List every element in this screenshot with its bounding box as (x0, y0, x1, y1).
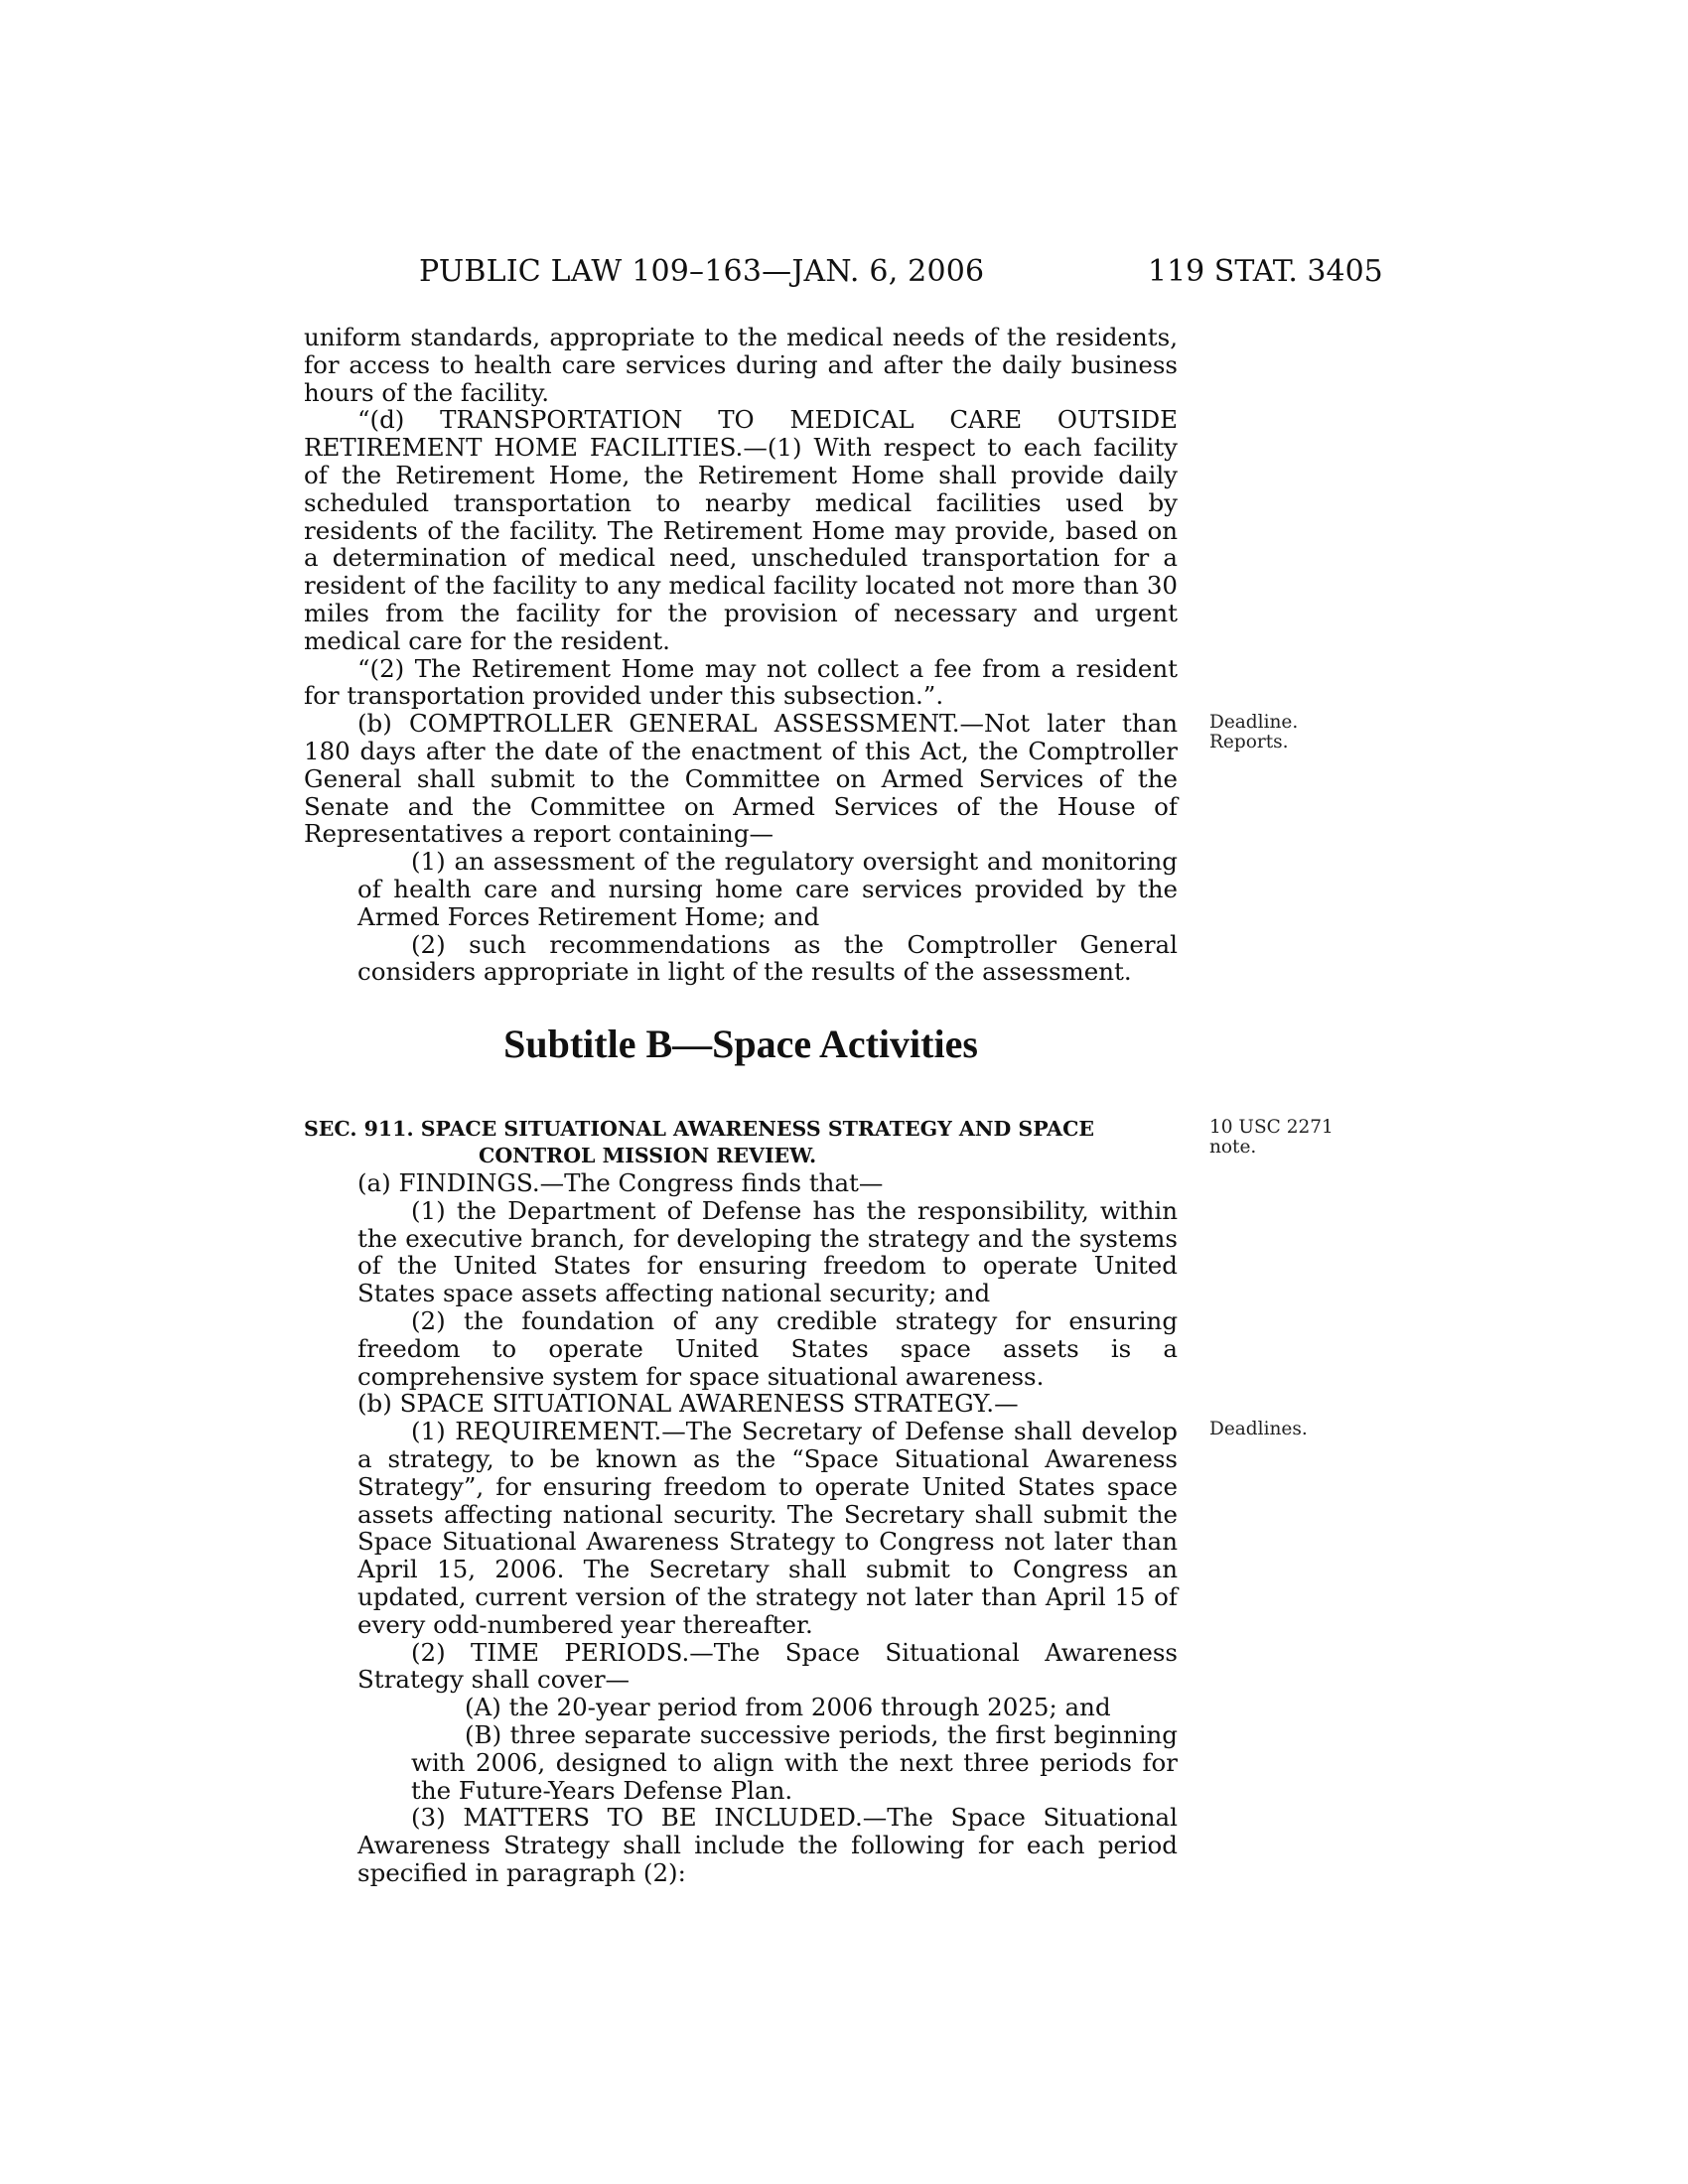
paragraph-subsection-b: (b) SPACE SITUATIONAL AWARENESS STRATEGY.— (357, 1389, 1019, 1419)
paragraph-subsection-a: (a) FINDINGS.—The Congress finds that— (357, 1168, 884, 1197)
text-block-bottom (304, 1169, 1178, 1887)
margin-note-deadline-reports (1209, 713, 1298, 752)
running-header-stat-page: 119 STAT. 3405 (1148, 254, 1383, 289)
section-heading (304, 1116, 1178, 1169)
margin-note-deadline: Deadline. (1209, 712, 1299, 733)
paragraph-item: (1) REQUIREMENT.—The Secretary of Defense shall develop a strategy, to be known as the “Space Situational Awareness Strategy”, for ensuring freedom to operate United States space assets affecting national security. The Secretary shall submit the Space Situational Awareness Strategy to Congress not later than April 15, 2006. The Secretary shall submit to Congress an updated, current version of the strategy not later than April 15 of every odd-numbered year thereafter. (357, 1417, 1178, 1639)
margin-note-usc-line2: note. (1209, 1137, 1257, 1158)
paragraph-subsection-b: (b) COMPTROLLER GENERAL ASSESSMENT.—Not later than 180 days after the date of the enactment of this Act, the Comptroller General shall submit to the Committee on Armed Services of the Senate and the Committee on Armed Services of the House of Representatives a report containing— (304, 709, 1178, 849)
text-block-top (304, 324, 1178, 986)
section-heading-line2: CONTROL MISSION REVIEW. (479, 1144, 817, 1167)
margin-note-usc-line1: 10 USC 2271 (1209, 1117, 1334, 1138)
paragraph: “(2) The Retirement Home may not collect a fee from a resident for transportation provided under this subsection.”. (304, 653, 1178, 711)
paragraph-item: (2) the foundation of any credible strategy for ensuring freedom to operate United States space assets is a comprehensive system for space situational awareness. (357, 1305, 1178, 1391)
subtitle-heading: Subtitle B—Space Activities (503, 1022, 978, 1066)
paragraph-item: (3) MATTERS TO BE INCLUDED.—The Space Situational Awareness Strategy shall include the following for each period specified in paragraph (2): (357, 1803, 1178, 1887)
running-header-law: PUBLIC LAW 109–163—JAN. 6, 2006 (419, 254, 985, 289)
margin-note-reports: Reports. (1209, 732, 1289, 752)
section-heading-line1: SEC. 911. SPACE SITUATIONAL AWARENESS STRATEGY AND SPACE (304, 1117, 1095, 1141)
paragraph: uniform standards, appropriate to the medical needs of the residents, for access to health care services during and after the daily business hours of the facility. (304, 323, 1178, 407)
paragraph-subitem: (B) three separate successive periods, the first beginning with 2006, designed to align with the next three periods for the Future-Years Defense Plan. (411, 1719, 1178, 1805)
paragraph-subsection-d: “(d) TRANSPORTATION TO MEDICAL CARE OUTSIDE RETIREMENT HOME FACILITIES.—(1) With respect to each facility of the Retirement Home, the Retirement Home shall provide daily scheduled transportation to nearby medical facilities used by residents of the facility. The Retirement Home may provide, based on a determination of medical need, unscheduled transportation for a resident of the facility to any medical facility located not more than 30 miles from the facility for the provision of necessary and urgent medical care for the resident. (304, 405, 1178, 655)
paragraph-subitem: (A) the 20-year period from 2006 through 2025; and (465, 1693, 1111, 1722)
paragraph-item: (1) an assessment of the regulatory oversight and monitoring of health care and nursing home care services provided by the Armed Forces Retirement Home; and (357, 847, 1178, 931)
paragraph-item: (1) the Department of Defense has the responsibility, within the executive branch, for developing the strategy and the systems of the United States for ensuring freedom to operate United States space assets affecting national security; and (357, 1195, 1178, 1308)
paragraph-item: (2) TIME PERIODS.—The Space Situational Awareness Strategy shall cover— (357, 1637, 1178, 1695)
margin-note-usc (1209, 1118, 1334, 1158)
paragraph-item: (2) such recommendations as the Comptroller General considers appropriate in light of the results of the assessment. (357, 929, 1178, 987)
margin-note-deadlines: Deadlines. (1209, 1419, 1308, 1439)
